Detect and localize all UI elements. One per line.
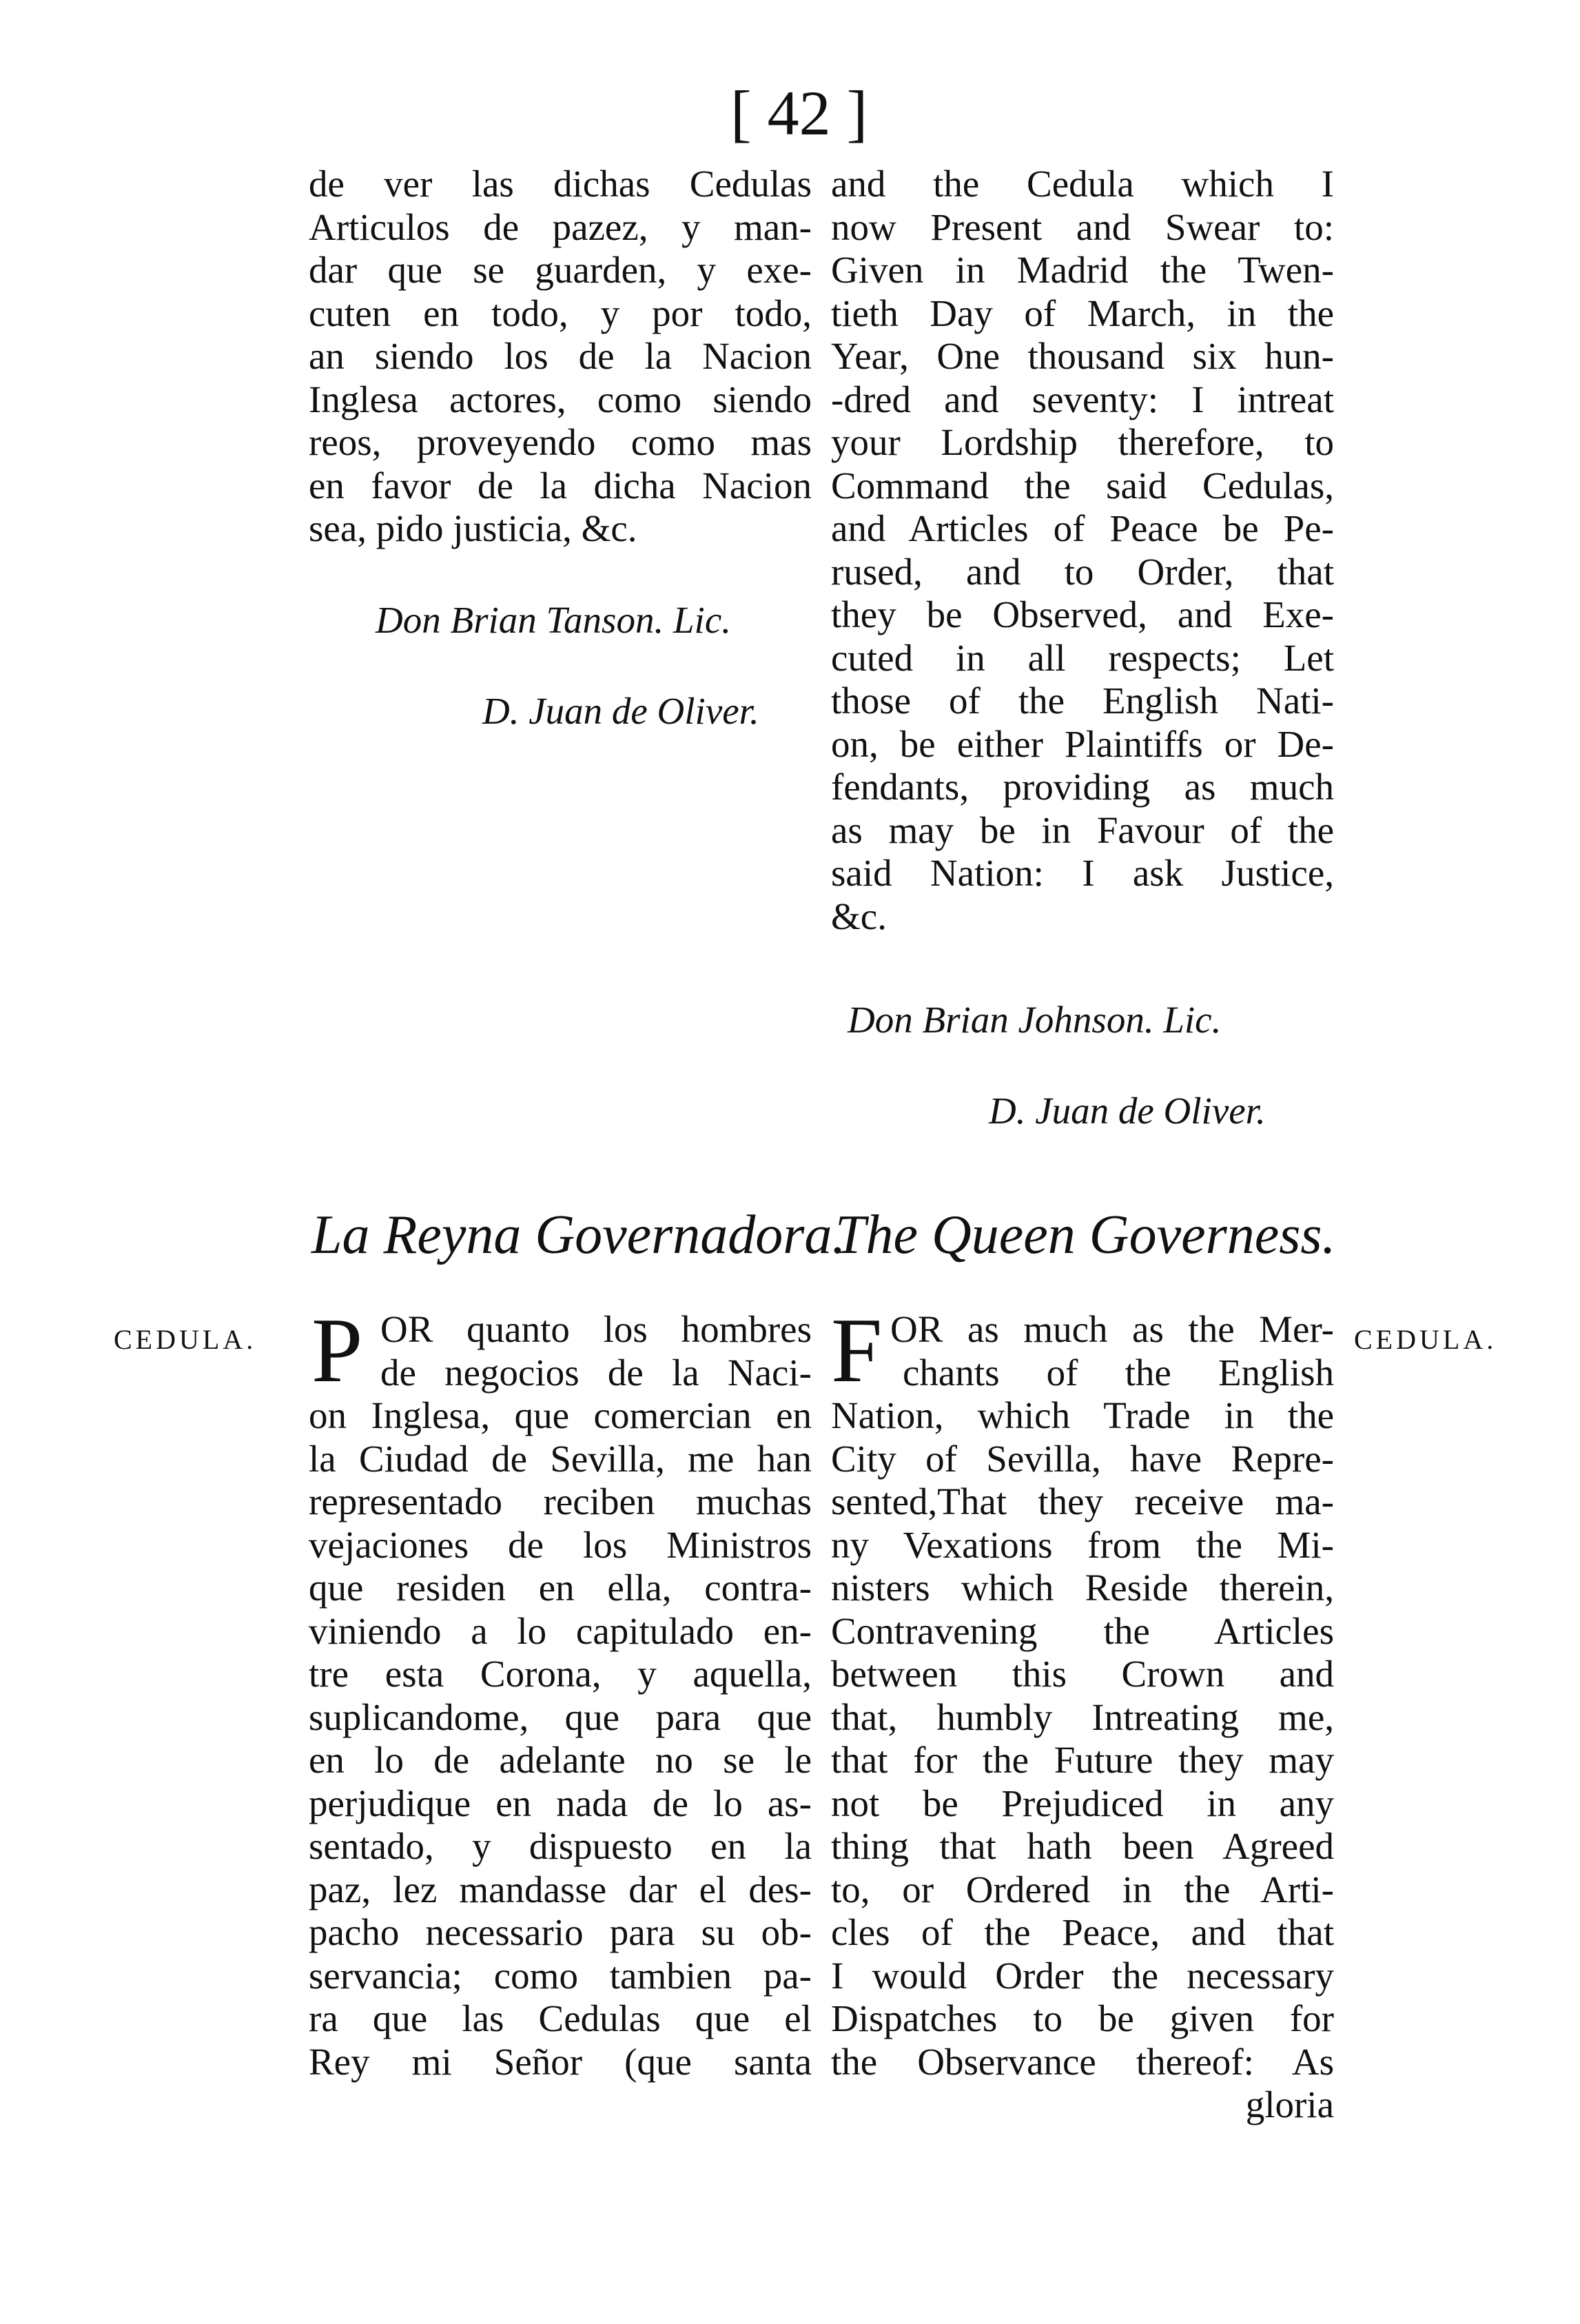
- text-line: ra que las Cedulas que el: [309, 1997, 812, 2039]
- text-line: en favor de la dicha Nacion: [309, 464, 812, 507]
- text-line: sea, pido justicia, &c.: [309, 507, 637, 549]
- signature-english-2: D. Juan de Oliver.: [989, 1090, 1266, 1132]
- text-line: the Observance thereof: As: [831, 2040, 1334, 2083]
- text-line: OR quanto los hombres: [380, 1308, 812, 1350]
- text-line: City of Sevilla, have Repre-: [831, 1437, 1334, 1480]
- text-line: reos, proveyendo como mas: [309, 421, 812, 463]
- text-line: perjudique en nada de lo as-: [309, 1782, 812, 1824]
- signature-spanish-2: D. Juan de Oliver.: [482, 690, 759, 732]
- text-line: thing that hath been Agreed: [831, 1825, 1334, 1867]
- text-line: those of the English Nati-: [831, 680, 1334, 722]
- text-line: paz, lez mandasse dar el des-: [309, 1868, 812, 1910]
- text-line: Command the said Cedulas,: [831, 464, 1334, 507]
- text-line: dar que se guarden, y exe-: [309, 249, 812, 291]
- text-line: representado reciben muchas: [309, 1480, 812, 1522]
- catchword: gloria: [1245, 2083, 1334, 2126]
- text-line: an siendo los de la Nacion: [309, 335, 812, 377]
- text-line: and Articles of Peace be Pe-: [831, 507, 1334, 549]
- text-line: Given in Madrid the Twen-: [831, 249, 1334, 291]
- text-line: Inglesa actores, como siendo: [309, 378, 812, 420]
- text-line: as may be in Favour of the: [831, 808, 1334, 851]
- margin-label-left: CEDULA.: [114, 1324, 257, 1355]
- text-line: Dispatches to be given for: [831, 1997, 1334, 2039]
- text-line: chants of the English: [903, 1351, 1334, 1394]
- text-line: -dred and seventy: I intreat: [831, 378, 1334, 420]
- text-line: tre esta Corona, y aquella,: [309, 1653, 812, 1695]
- text-line: nisters which Reside therein,: [831, 1567, 1334, 1609]
- text-line: viniendo a lo capitulado en-: [309, 1609, 812, 1652]
- text-line: Rey mi Señor (que santa: [309, 2040, 812, 2083]
- heading-spanish: La Reyna Governadora.: [311, 1205, 846, 1265]
- text-line: your Lordship therefore, to: [831, 421, 1334, 463]
- text-line: said Nation: I ask Justice,: [831, 852, 1334, 894]
- text-line: fendants, providing as much: [831, 766, 1334, 808]
- drop-cap-english: F: [831, 1299, 883, 1401]
- text-line: la Ciudad de Sevilla, me han: [309, 1437, 812, 1480]
- text-line: en lo de adelante no se le: [309, 1739, 812, 1781]
- text-line: now Present and Swear to:: [831, 205, 1334, 248]
- text-line: ny Vexations from the Mi-: [831, 1523, 1334, 1566]
- spanish-column-cedula: [309, 1308, 812, 2083]
- text-line: on Inglesa, que comercian en: [309, 1394, 812, 1436]
- text-line: Articulos de pazez, y man-: [309, 205, 812, 248]
- text-line: between this Crown and: [831, 1653, 1334, 1695]
- text-line: &c.: [831, 895, 887, 937]
- text-line: and the Cedula which I: [831, 163, 1334, 205]
- text-line: sented,That they receive ma-: [831, 1480, 1334, 1522]
- text-line: to, or Ordered in the Arti-: [831, 1868, 1334, 1910]
- text-line: cles of the Peace, and that: [831, 1911, 1334, 1953]
- text-line: that for the Future they may: [831, 1739, 1334, 1781]
- text-line: Nation, which Trade in the: [831, 1394, 1334, 1436]
- spanish-column-top: [309, 163, 812, 551]
- english-column-top: [831, 163, 1334, 938]
- text-line: vejaciones de los Ministros: [309, 1523, 812, 1566]
- text-line: suplicandome, que para que: [309, 1695, 812, 1738]
- heading-english: The Queen Governess.: [835, 1205, 1336, 1265]
- text-line: Year, One thousand six hun-: [831, 335, 1334, 377]
- text-line: they be Observed, and Exe-: [831, 593, 1334, 635]
- text-line: de ver las dichas Cedulas: [309, 163, 812, 205]
- signature-english-1: Don Brian Johnson. Lic.: [848, 999, 1222, 1041]
- text-line: servancia; como tambien pa-: [309, 1954, 812, 1997]
- text-line: not be Prejudiced in any: [831, 1782, 1334, 1824]
- text-line: Contravening the Articles: [831, 1609, 1334, 1652]
- text-line: OR as much as the Mer-: [890, 1308, 1334, 1350]
- text-line: cuted in all respects; Let: [831, 636, 1334, 679]
- text-line: de negocios de la Naci-: [380, 1351, 812, 1394]
- text-line: on, be either Plaintiffs or De-: [831, 722, 1334, 765]
- text-line: rused, and to Order, that: [831, 550, 1334, 593]
- drop-cap-spanish: P: [311, 1299, 363, 1401]
- signature-spanish-1: Don Brian Tanson. Lic.: [376, 599, 731, 641]
- page-number: [ 42 ]: [730, 78, 868, 148]
- text-line: tieth Day of March, in the: [831, 292, 1334, 334]
- text-line: I would Order the necessary: [831, 1954, 1334, 1997]
- text-line: that, humbly Intreating me,: [831, 1695, 1334, 1738]
- margin-label-right: CEDULA.: [1354, 1324, 1497, 1355]
- text-line: que residen en ella, contra-: [309, 1567, 812, 1609]
- text-line: cuten en todo, y por todo,: [309, 292, 812, 334]
- text-line: sentado, y dispuesto en la: [309, 1825, 812, 1867]
- text-line: pacho necessario para su ob-: [309, 1911, 812, 1953]
- english-column-cedula: [831, 1308, 1334, 2127]
